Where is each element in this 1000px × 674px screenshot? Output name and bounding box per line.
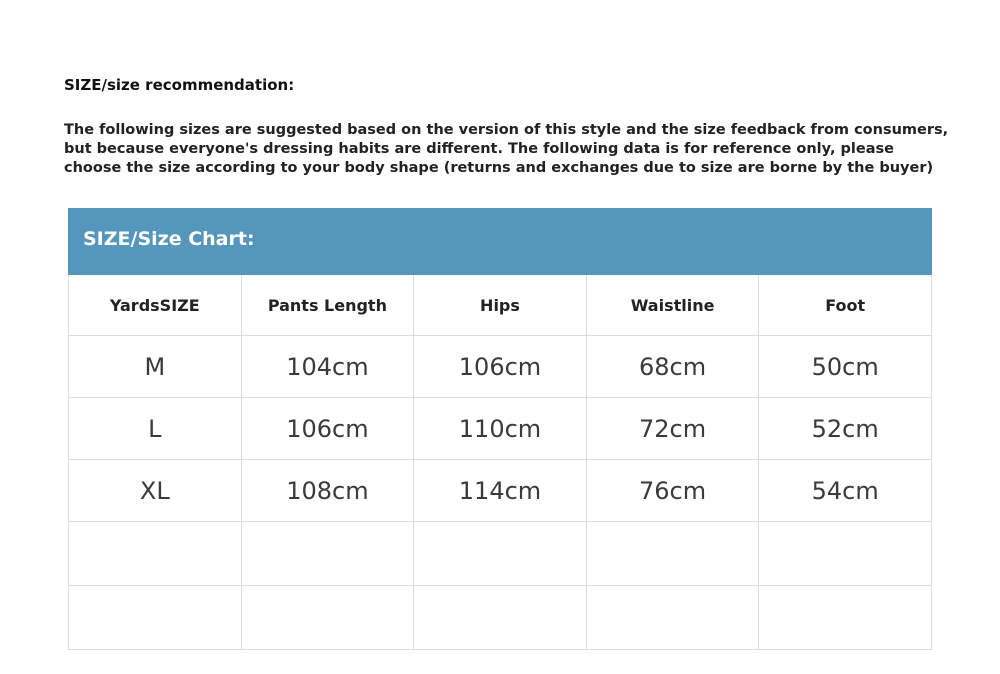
- column-header-foot: Foot: [759, 275, 932, 336]
- column-header-size: YardsSIZE: [69, 275, 242, 336]
- table-cell: 114cm: [414, 460, 587, 522]
- table-cell: [586, 586, 759, 650]
- table-cell: 68cm: [586, 336, 759, 398]
- table-cell: 104cm: [241, 336, 414, 398]
- table-row: [69, 336, 932, 398]
- intro-line: but because everyone's dressing habits are different. The following data is for reference only, please: [64, 141, 894, 157]
- table-row-empty: [69, 586, 932, 650]
- table-cell: [69, 586, 242, 650]
- table-cell: L: [69, 398, 242, 460]
- size-table: [68, 275, 932, 650]
- table-cell: [586, 522, 759, 586]
- table-cell: M: [69, 336, 242, 398]
- table-cell: 54cm: [759, 460, 932, 522]
- column-header-waistline: Waistline: [586, 275, 759, 336]
- table-cell: [759, 522, 932, 586]
- table-cell: XL: [69, 460, 242, 522]
- table-cell: [414, 586, 587, 650]
- column-header-hips: Hips: [414, 275, 587, 336]
- table-cell: [759, 586, 932, 650]
- table-cell: 108cm: [241, 460, 414, 522]
- intro-text: [64, 121, 949, 178]
- table-cell: 106cm: [414, 336, 587, 398]
- size-chart: [68, 208, 932, 650]
- table-cell: [414, 522, 587, 586]
- table-cell: 110cm: [414, 398, 587, 460]
- table-cell: [241, 586, 414, 650]
- size-chart-title: SIZE/Size Chart:: [68, 208, 932, 275]
- intro-line: The following sizes are suggested based on the version of this style and the size feedback from consumers,: [64, 122, 949, 138]
- table-cell: 52cm: [759, 398, 932, 460]
- table-cell: 76cm: [586, 460, 759, 522]
- table-header-row: [69, 275, 932, 336]
- intro-line: choose the size according to your body shape (returns and exchanges due to size are borne by the buyer): [64, 160, 934, 176]
- table-row: [69, 460, 932, 522]
- table-row: [69, 398, 932, 460]
- table-row-empty: [69, 522, 932, 586]
- table-cell: [69, 522, 242, 586]
- table-cell: [241, 522, 414, 586]
- page-heading: SIZE/size recommendation:: [64, 76, 295, 94]
- table-cell: 106cm: [241, 398, 414, 460]
- table-cell: 50cm: [759, 336, 932, 398]
- column-header-pants-length: Pants Length: [241, 275, 414, 336]
- table-cell: 72cm: [586, 398, 759, 460]
